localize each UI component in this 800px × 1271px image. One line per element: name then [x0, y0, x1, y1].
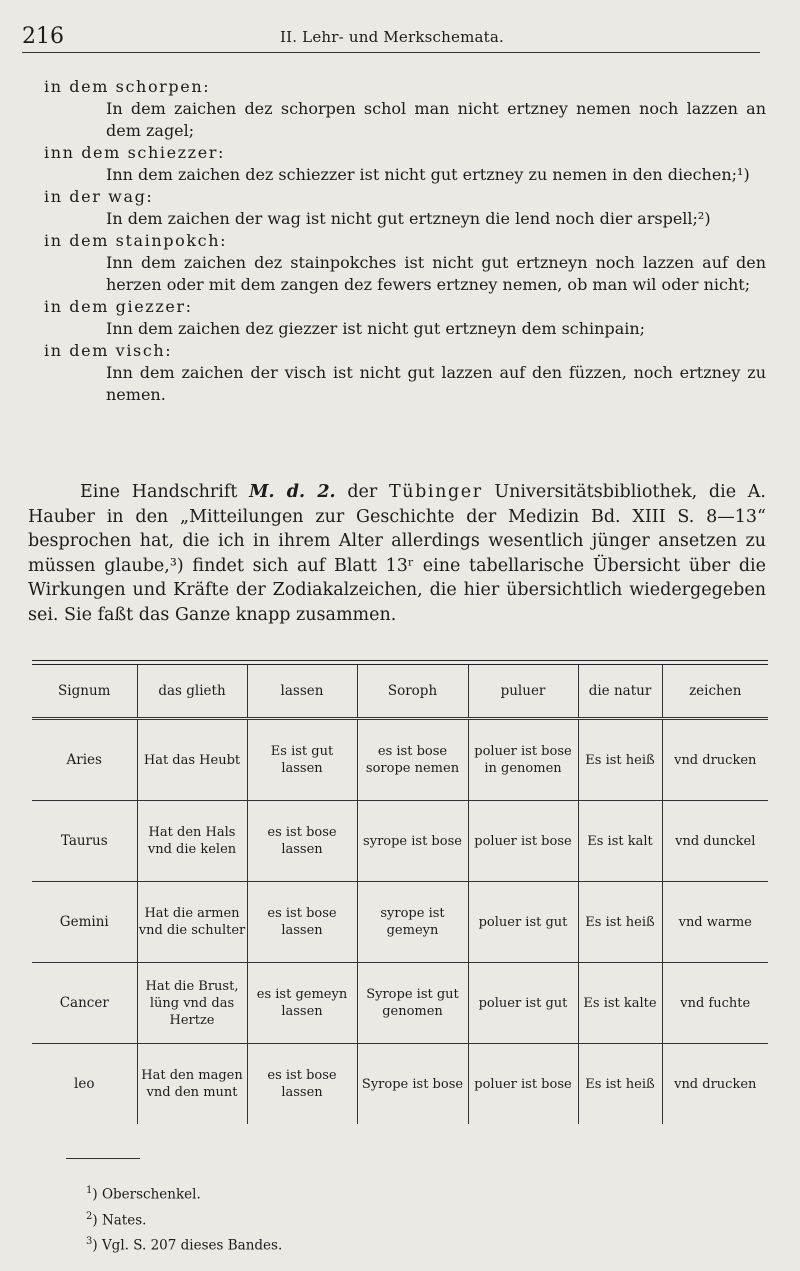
table-cell: es ist bose lassen [247, 882, 357, 963]
paragraph-text-2: der [347, 482, 378, 502]
footnote-mark: 2 [86, 1210, 93, 1222]
signum-cell: Cancer [32, 963, 137, 1044]
footnote [86, 1180, 282, 1206]
footnote-mark: 1 [86, 1185, 93, 1196]
table-cell: Es ist heiß [578, 719, 662, 801]
table-cell: vnd fuchte [662, 963, 768, 1044]
table-cell: Hat das Heubt [137, 719, 247, 801]
table-row [32, 801, 768, 882]
entry-definition: Inn dem zaichen dez giezzer ist nicht gut ertzneyn dem schinpain; [106, 319, 646, 338]
signum-cell: Gemini [32, 882, 137, 963]
table-body [32, 719, 768, 1125]
table-cell: vnd warme [662, 882, 768, 963]
entry-term: in dem giezzer: [44, 297, 193, 316]
table-cell: Es ist kalte [578, 963, 662, 1044]
table-cell: Syrope ist gut genomen [357, 963, 468, 1044]
table-row [32, 719, 768, 801]
table-cell: poluer ist gut [468, 963, 578, 1044]
entry-definition: In dem zaichen dez schorpen schol man nicht ertzney nemen noch lazzen an dem zagel; [106, 99, 766, 140]
column-header: die natur [578, 665, 662, 719]
paragraph-text-3: Universitätsbibliothek, die A. Hauber in den „Mitteilungen zur Geschichte der Medizin Bd. XIII S. 8—13“ besprochen hat, die ich in ihrem Alter allerdings wesentlich jünger ansetzen zu müssen glaube,³) findet sich auf Blatt 13ʳ eine tabellarische Übersicht über die Wirkungen und Kräfte der Zodiakalzeichen, die hier übersichtlich wiedergegeben sei. Sie faßt das Ganze knapp zusammen. [28, 482, 766, 625]
manuscript-sigil: M. d. 2. [249, 482, 336, 502]
table-cell: es ist bose sorope nemen [357, 719, 468, 801]
table-cell: Syrope ist bose [357, 1044, 468, 1125]
column-header: zeichen [689, 683, 742, 699]
footnote-paren: ) [92, 1212, 102, 1228]
footnote-text: Vgl. S. 207 dieses Bandes. [101, 1237, 283, 1254]
footnote-paren: ) [92, 1237, 102, 1254]
table-top-rule [32, 660, 768, 661]
table-cell: vnd drucken [662, 719, 768, 801]
footnote [86, 1231, 282, 1257]
signum-cell: leo [32, 1044, 137, 1125]
table-cell: vnd drucken [662, 1044, 768, 1125]
table-cell: Es ist heiß [578, 1044, 662, 1125]
table-cell: es ist bose lassen [247, 801, 357, 882]
entry-term: in dem schorpen: [44, 77, 211, 96]
footnote-text: Oberschenkel. [101, 1186, 201, 1203]
table-cell: poluer ist bose in genomen [468, 719, 578, 801]
entry-term: in der wag: [44, 187, 154, 206]
zodiac-table-wrapper [32, 660, 768, 1124]
table-cell: syrope ist bose [357, 801, 468, 882]
table-cell: es ist bose lassen [247, 1044, 357, 1125]
footnotes [86, 1180, 282, 1257]
table-cell: poluer ist gut [468, 882, 578, 963]
body-paragraph [28, 480, 766, 627]
zodiac-entries-list [44, 76, 766, 406]
footnote-paren: ) [92, 1186, 102, 1203]
zodiac-table [32, 665, 768, 1124]
running-title: II. Lehr- und Merkschemata. [279, 28, 505, 46]
running-header [22, 24, 762, 50]
table-cell: poluer ist bose [468, 1044, 578, 1125]
footnote [86, 1206, 282, 1232]
table-cell: Hat den Hals vnd die kelen [137, 801, 247, 882]
table-cell: vnd dunckel [662, 801, 768, 882]
column-header: Soroph [357, 665, 468, 719]
entry-term: in dem visch: [44, 341, 173, 360]
entry-definition: Inn dem zaichen der visch ist nicht gut lazzen auf den füzzen, noch ertzney zu nemen. [106, 363, 766, 404]
table-row [32, 963, 768, 1044]
footnote-rule [66, 1158, 140, 1159]
column-header: lassen [247, 665, 357, 719]
header-rule [22, 52, 760, 53]
entry-definition: Inn dem zaichen dez schiezzer ist nicht gut ertzney zu nemen in den diechen;¹) [106, 165, 750, 184]
paragraph-spaced-word: Tübinger [388, 482, 483, 502]
table-cell: Es ist heiß [578, 882, 662, 963]
entry-term: in dem stainpokch: [44, 231, 228, 250]
table-cell: es ist gemeyn lassen [247, 963, 357, 1044]
table-row [32, 882, 768, 963]
column-header: das glieth [137, 665, 247, 719]
table-cell: syrope ist gemeyn [357, 882, 468, 963]
table-cell: Es ist kalt [578, 801, 662, 882]
table-header-row [32, 665, 768, 719]
table-cell: Es ist gut lassen [247, 719, 357, 801]
column-header: Signum [32, 665, 137, 719]
column-header: puluer [468, 665, 578, 719]
entry-definition: Inn dem zaichen dez stainpokches ist nicht gut ertzneyn noch lazzen auf den herzen oder mit dem zangen dez fewers ertzney nemen, ob man wil oder nicht; [106, 253, 766, 294]
table-cell: Hat die armen vnd die schulter [137, 882, 247, 963]
signum-cell: Taurus [32, 801, 137, 882]
table-cell: poluer ist bose [468, 801, 578, 882]
paragraph-text-1: Eine Handschrift [80, 482, 238, 502]
signum-cell: Aries [32, 719, 137, 801]
table-row [32, 1044, 768, 1125]
footnote-text: Nates. [101, 1212, 147, 1228]
table-cell: Hat die Brust, lüng vnd das Hertze [137, 963, 247, 1044]
entry-definition: In dem zaichen der wag ist nicht gut ertzneyn die lend noch dier arspell;²) [106, 209, 711, 228]
entry-term: inn dem schiezzer: [44, 143, 226, 162]
table-cell: Hat den magen vnd den munt [137, 1044, 247, 1125]
footnote-mark: 3 [86, 1236, 93, 1247]
page-number: 216 [22, 24, 64, 49]
